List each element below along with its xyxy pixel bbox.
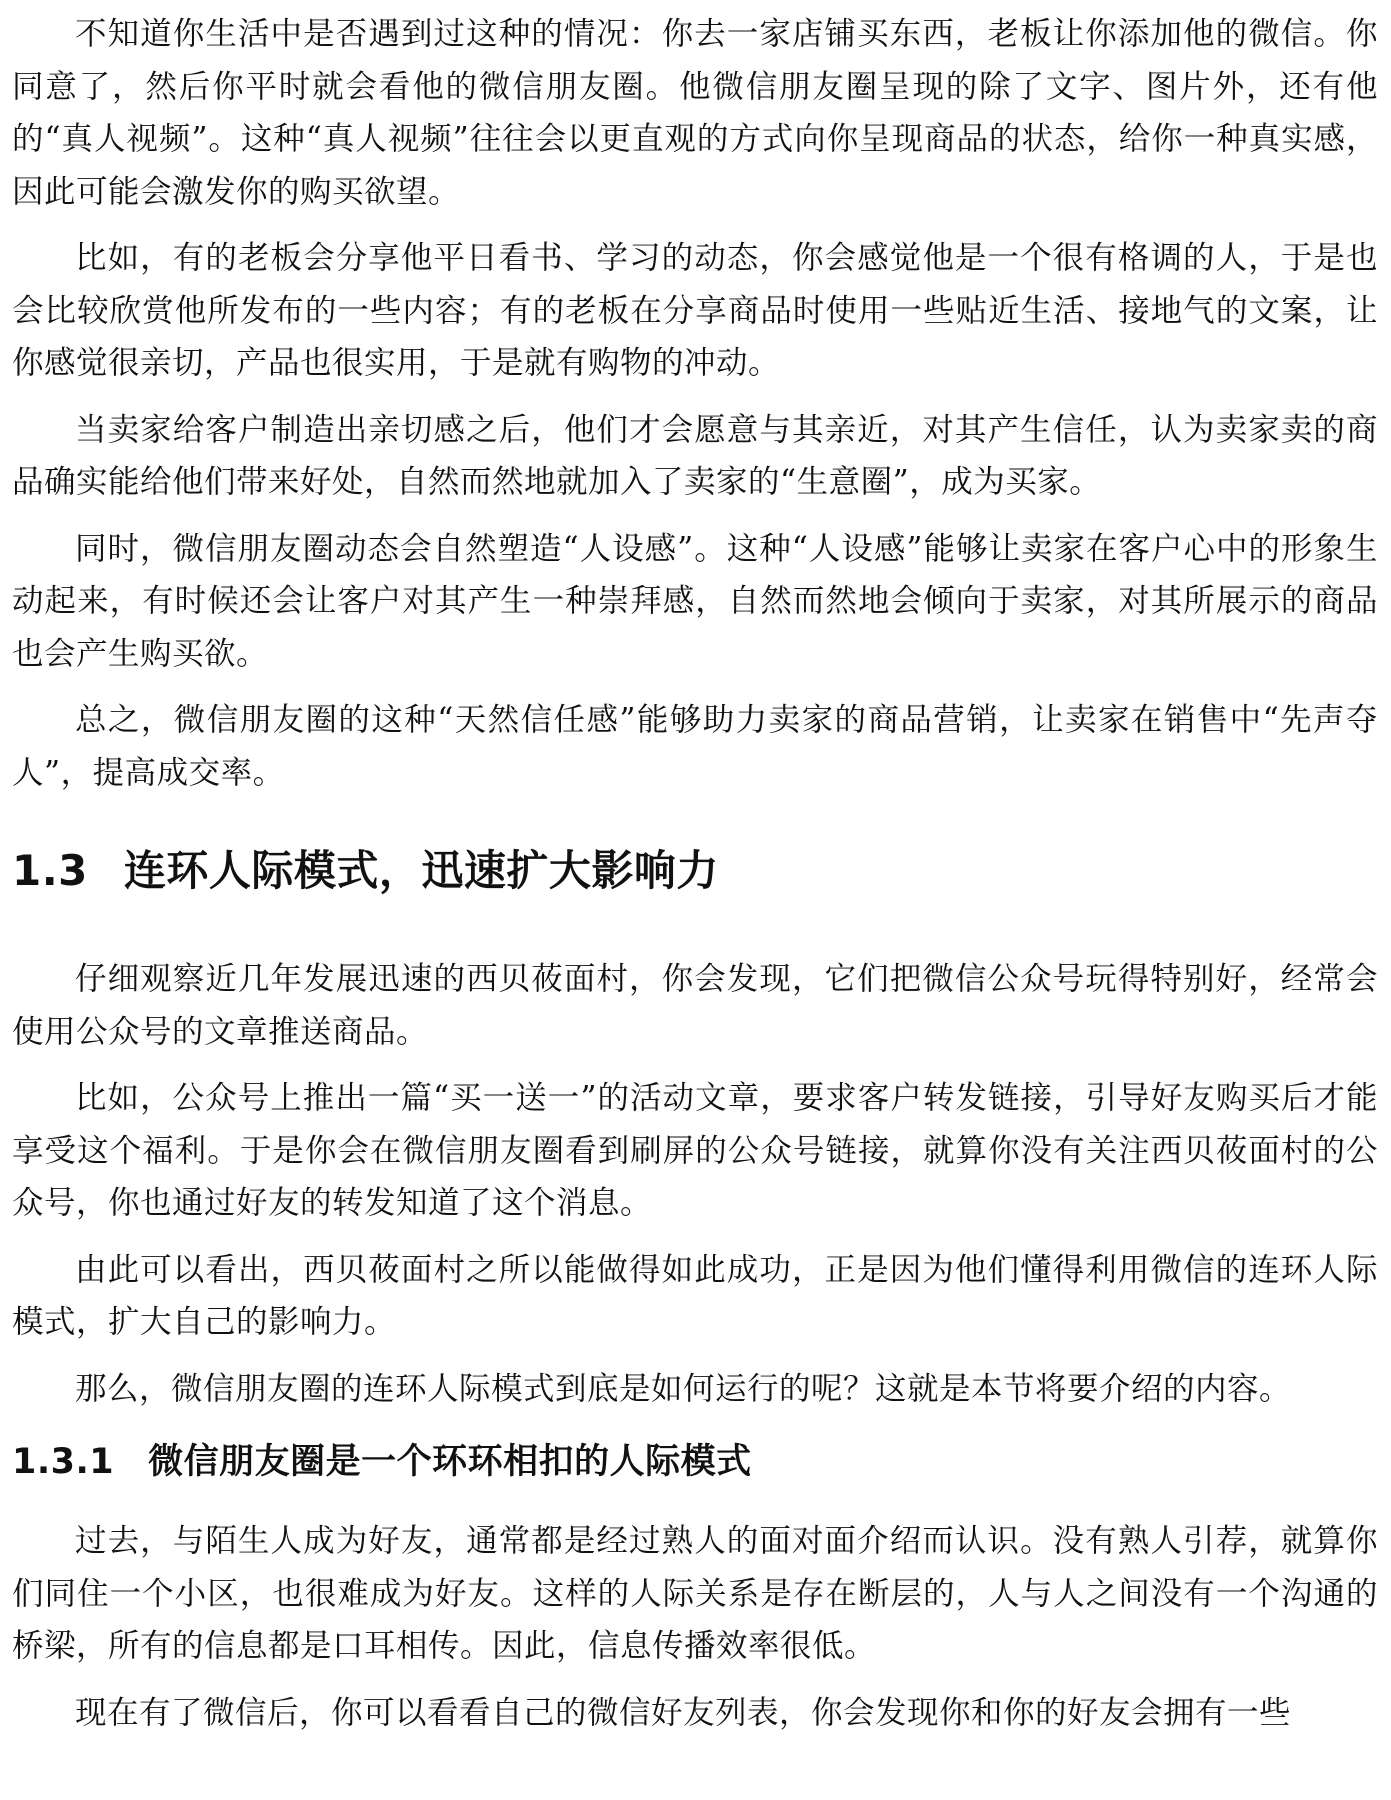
body-paragraph: 由此可以看出，西贝莜面村之所以能做得如此成功，正是因为他们懂得利用微信的连环人际模式，扩大自己的影响力。 <box>12 1251 1378 1340</box>
body-paragraph: 比如，有的老板会分享他平日看书、学习的动态，你会感觉他是一个很有格调的人，于是也会比较欣赏他所发布的一些内容；有的老板在分享商品时使用一些贴近生活、接地气的文案，让你感觉很亲切，产品也很实用，于是就有购物的冲动。 <box>12 240 1378 381</box>
body-paragraph: 仔细观察近几年发展迅速的西贝莜面村，你会发现，它们把微信公众号玩得特别好，经常会使用公众号的文章推送商品。 <box>12 961 1378 1050</box>
body-paragraph: 过去，与陌生人成为好友，通常都是经过熟人的面对面介绍而认识。没有熟人引荐，就算你们同住一个小区，也很难成为好友。这样的人际关系是存在断层的，人与人之间没有一个沟通的桥梁，所有的信息都是口耳相传。因此，信息传播效率很低。 <box>12 1523 1378 1664</box>
section-number: 1.3 <box>12 846 88 895</box>
section-title: 连环人际模式，迅速扩大影响力 <box>123 846 719 895</box>
body-paragraph: 不知道你生活中是否遇到过这种的情况：你去一家店铺买东西，老板让你添加他的微信。你同意了，然后你平时就会看他的微信朋友圈。他微信朋友圈呈现的除了文字、图片外，还有他的“真人视频”。这种“真人视频”往往会以更直观的方式向你呈现商品的状态，给你一种真实感，因此可能会激发你的购买欲望。 <box>12 16 1378 210</box>
body-paragraph: 现在有了微信后，你可以看看自己的微信好友列表，你会发现你和你的好友会拥有一些 <box>75 1694 1292 1731</box>
body-paragraph: 同时，微信朋友圈动态会自然塑造“人设感”。这种“人设感”能够让卖家在客户心中的形象生动起来，有时候还会让客户对其产生一种崇拜感，自然而然地会倾向于卖家，对其所展示的商品也会产生购买欲。 <box>12 530 1378 672</box>
body-paragraph: 总之，微信朋友圈的这种“天然信任感”能够助力卖家的商品营销，让卖家在销售中“先声夺人”，提高成交率。 <box>12 702 1378 791</box>
subsection-heading <box>12 1437 1378 1487</box>
subsection-title: 微信朋友圈是一个环环相扣的人际模式 <box>148 1442 752 1482</box>
body-paragraph: 那么，微信朋友圈的连环人际模式到底是如何运行的呢？这就是本节将要介绍的内容。 <box>75 1370 1292 1407</box>
body-paragraph: 比如，公众号上推出一篇“买一送一”的活动文章，要求客户转发链接，引导好友购买后才能享受这个福利。于是你会在微信朋友圈看到刷屏的公众号链接，就算你没有关注西贝莜面村的公众号，你也通过好友的转发知道了这个消息。 <box>12 1080 1378 1221</box>
section-heading <box>12 843 1378 899</box>
body-paragraph: 当卖家给客户制造出亲切感之后，他们才会愿意与其亲近，对其产生信任，认为卖家卖的商品确实能给他们带来好处，自然而然地就加入了卖家的“生意圈”，成为买家。 <box>12 411 1378 500</box>
document-page <box>12 8 1378 1753</box>
subsection-number: 1.3.1 <box>12 1442 115 1482</box>
